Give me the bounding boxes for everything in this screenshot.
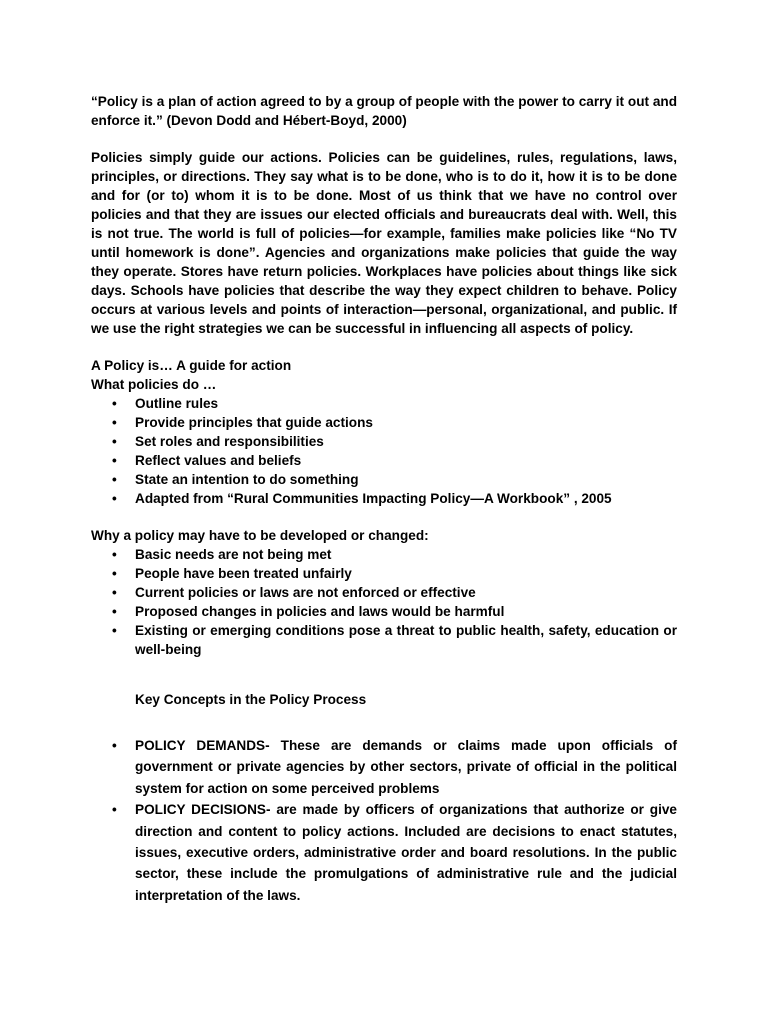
- bullet-icon: •: [112, 472, 117, 487]
- list-item: • Proposed changes in policies and laws would be harmful: [112, 604, 505, 619]
- bullet-icon: •: [112, 623, 117, 638]
- bullet-icon: •: [112, 396, 117, 411]
- bullet-icon: •: [112, 491, 117, 506]
- what-policies-do-list: [91, 394, 677, 508]
- list-item: • Reflect values and beliefs: [112, 453, 302, 468]
- bullet-icon: •: [112, 585, 117, 600]
- guide-line: A Policy is… A guide for action: [91, 358, 292, 373]
- bullet-icon: •: [112, 434, 117, 449]
- bullet-icon: •: [112, 547, 117, 562]
- list-item: • People have been treated unfairly: [112, 566, 352, 581]
- document-body: [91, 92, 677, 906]
- bullet-icon: •: [112, 415, 117, 430]
- key-concepts-heading: Key Concepts in the Policy Process: [135, 692, 367, 707]
- why-list: [91, 545, 677, 659]
- opening-quote: “Policy is a plan of action agreed to by a group of people with the power to carry it out and enforce it.” (Devon Dodd and Hébert-Boyd, 2000): [91, 94, 677, 128]
- intro-paragraph: Policies simply guide our actions. Policies can be guidelines, rules, regulations, laws, principles, or directions. They say what is to be done, who is to do it, how it is to be done and for (or to) whom it is to be done. Most of us think that we have no control over policies and that they are issues our elected officials and bureaucrats deal with. Well, this is not true. The world is full of policies—for example, families make policies like “No TV until homework is done”. Agencies and organizations make policies that guide the way they operate. Stores have return policies. Workplaces have policies about things like sick days. Schools have policies that describe the way they expect children to behave. Policy occurs at various levels and points of interaction—personal, organizational, and public. If we use the right strategies we can be successful in influencing all aspects of policy.: [91, 150, 677, 336]
- bullet-icon: •: [112, 453, 117, 468]
- bullet-icon: •: [112, 566, 117, 581]
- list-item: • Provide principles that guide actions: [112, 415, 373, 430]
- list-item: • POLICY DEMANDS- These are demands or claims made upon officials of government or private agencies by other sectors, private of official in the political system for action on some perceived problems: [91, 735, 677, 799]
- list-item: • State an intention to do something: [112, 472, 359, 487]
- what-policies-do-heading: What policies do …: [91, 377, 217, 392]
- key-concepts-list: [91, 735, 677, 906]
- list-item: • Outline rules: [112, 396, 219, 411]
- bullet-icon: •: [112, 802, 117, 818]
- list-item: • Existing or emerging conditions pose a threat to public health, safety, education or well-being: [112, 623, 677, 657]
- list-item: • POLICY DECISIONS- are made by officers of organizations that authorize or give direction and content to policy actions. Included are decisions to enact statutes, issues, executive orders, administrative order and board resolutions. In the public sector, these include the promulgations of administrative rule and the judicial interpretation of the laws.: [91, 799, 677, 906]
- bullet-icon: •: [112, 738, 117, 753]
- list-item: • Basic needs are not being met: [112, 547, 332, 562]
- list-item: • Current policies or laws are not enforced or effective: [112, 585, 476, 600]
- bullet-icon: •: [112, 604, 117, 619]
- list-item: • Adapted from “Rural Communities Impacting Policy—A Workbook” , 2005: [112, 491, 612, 506]
- list-item: • Set roles and responsibilities: [112, 434, 324, 449]
- why-heading: Why a policy may have to be developed or changed:: [91, 528, 429, 543]
